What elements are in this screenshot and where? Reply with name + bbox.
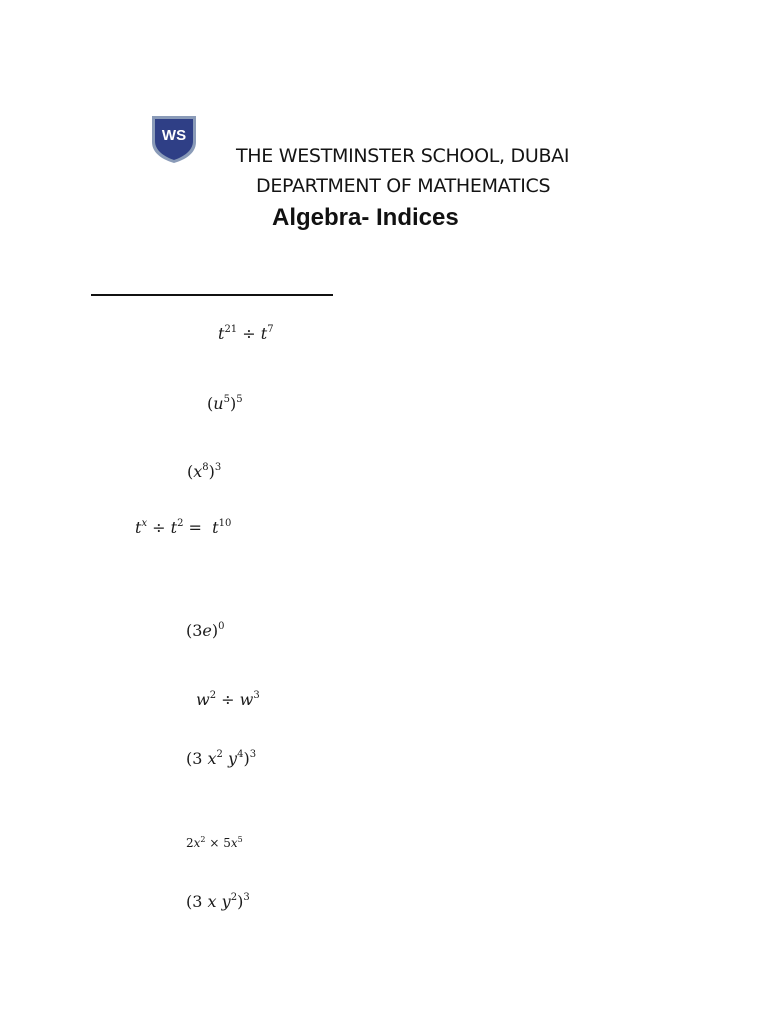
question-8: $2x^2 \times 5x^5$ <box>186 835 243 850</box>
worksheet-title: Algebra- Indices <box>272 204 459 231</box>
name-line <box>91 294 333 296</box>
question-3: $(x^8)^3$ <box>187 462 222 481</box>
question-4: $t^x \div t^2 = t^{10}$ <box>135 518 232 537</box>
department-name: DEPARTMENT OF MATHEMATICS <box>256 175 551 197</box>
question-5: $(3e)^0$ <box>186 621 225 640</box>
school-name: THE WESTMINSTER SCHOOL, DUBAI <box>236 145 570 167</box>
question-9: (3 x $y^2)^3$ <box>186 892 250 911</box>
question-2: $(u^5)^5$ <box>207 394 243 413</box>
question-1: $t^{21} \div t^7$ <box>218 324 274 343</box>
question-7: (3 $x^2$ $y^4)^3$ <box>186 749 257 768</box>
logo-text: WS <box>161 127 187 144</box>
school-logo <box>150 114 198 164</box>
question-6: $w^2 \div w^3$ <box>196 690 260 709</box>
